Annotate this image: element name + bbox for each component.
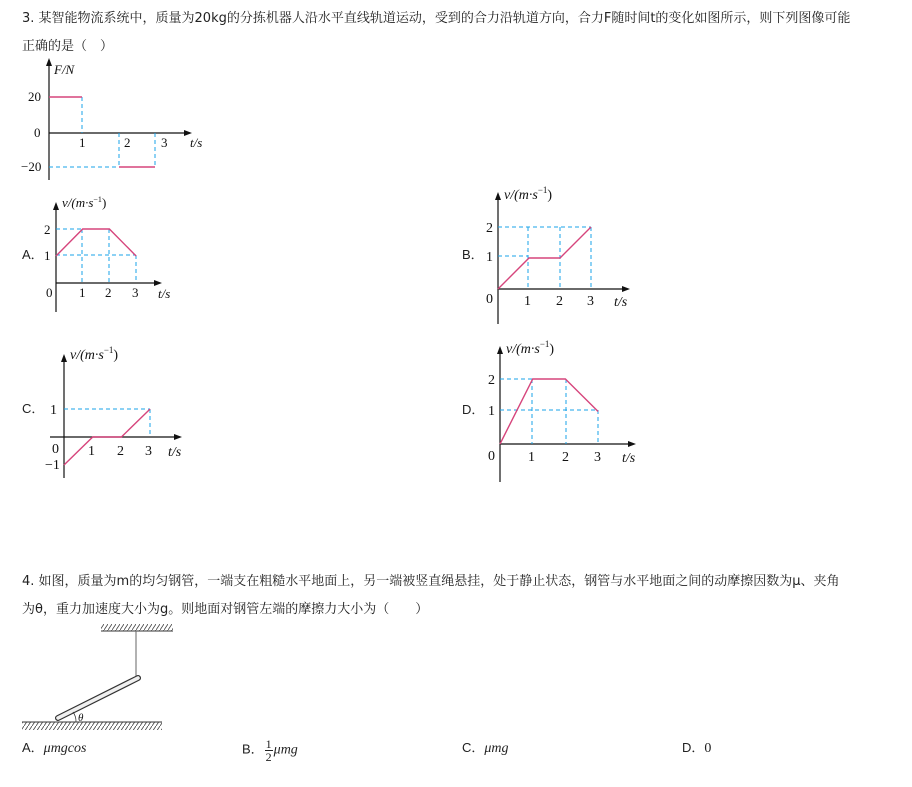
a-xtick-1: 1 (79, 285, 86, 300)
b-xtick-3: 3 (587, 294, 594, 309)
answer-a[interactable]: A．μmgcos (22, 740, 87, 756)
c-xlabel: t/s (168, 445, 182, 460)
a-xtick-2: 2 (105, 285, 112, 300)
a-ytick-2: 2 (44, 222, 51, 237)
d-xtick-2: 2 (562, 450, 569, 465)
b-origin: 0 (486, 292, 493, 307)
d-xlabel: t/s (622, 451, 636, 466)
c-ytick-neg1: −1 (45, 458, 60, 473)
d-xtick-3: 3 (594, 450, 601, 465)
c-xtick-1: 1 (88, 444, 95, 459)
c-ylabel: $v/(m\cdot s^{-1})$ (70, 345, 119, 363)
c-ytick-1: 1 (50, 403, 57, 418)
force-xtick-2: 2 (124, 135, 131, 150)
c-origin: 0 (52, 442, 59, 457)
angle-label: θ (78, 712, 84, 724)
a-origin: 0 (46, 285, 53, 300)
force-xtick-3: 3 (161, 135, 168, 150)
a-ytick-1: 1 (44, 248, 51, 263)
ground-hatch (22, 722, 162, 730)
force-ytick-0: 0 (34, 125, 41, 140)
a-xtick-3: 3 (132, 285, 139, 300)
c-xtick-3: 3 (145, 444, 152, 459)
answer-b-fraction: $\frac{1}{2}$ (265, 737, 272, 764)
option-a-label[interactable]: A． (22, 247, 44, 262)
b-xtick-1: 1 (524, 294, 531, 309)
a-ylabel: $v/(m\cdot s^{-1})$ (62, 195, 107, 210)
force-ytick-20: 20 (28, 89, 41, 104)
ceiling-hatch (101, 624, 173, 631)
b-ytick-1: 1 (486, 250, 493, 265)
force-xlabel: t/s (190, 135, 203, 150)
q4-line-1: 4. 如图，质量为m的均匀钢管，一端支在粗糙水平地面上，另一端被竖直绳悬挂，处于静止状态，钢管与水平地面之间的动摩擦因数为μ、夹角 (22, 574, 840, 589)
q4-line-2: 为θ，重力加速度大小为g。则地面对钢管左端的摩擦力大小为（ ） (22, 602, 429, 617)
b-ytick-2: 2 (486, 221, 493, 236)
option-b-label[interactable]: B． (462, 247, 484, 262)
a-xlabel: t/s (158, 286, 171, 301)
b-xlabel: t/s (614, 295, 628, 310)
b-xtick-2: 2 (556, 294, 563, 309)
option-c-label[interactable]: C． (22, 401, 45, 416)
d-ytick-2: 2 (488, 373, 495, 388)
b-ylabel: $v/(m\cdot s^{-1})$ (504, 185, 553, 203)
c-xtick-2: 2 (117, 444, 124, 459)
answer-c[interactable]: C．μmg (462, 740, 509, 756)
force-xtick-1: 1 (79, 135, 86, 150)
d-ylabel: $v/(m\cdot s^{-1})$ (506, 339, 555, 357)
d-xtick-1: 1 (528, 450, 535, 465)
force-ytick-neg20: −20 (21, 159, 42, 174)
d-origin: 0 (488, 449, 495, 464)
d-ytick-1: 1 (488, 404, 495, 419)
answer-b[interactable]: B． $\frac{1}{2}$ μmg (242, 737, 298, 764)
pipe-body (58, 678, 138, 718)
option-d-label[interactable]: D． (462, 402, 485, 417)
force-ylabel: F/N (54, 62, 75, 77)
q3-line-1: 3. 某智能物流系统中，质量为20kg的分拣机器人沿水平直线轨道运动，受到的合力沿轨道方向，合力F随时间t的变化如图所示，则下列图像可能 (22, 11, 851, 26)
answer-d[interactable]: D．0 (682, 740, 712, 756)
q3-line-2: 正确的是（ ） (22, 39, 114, 54)
